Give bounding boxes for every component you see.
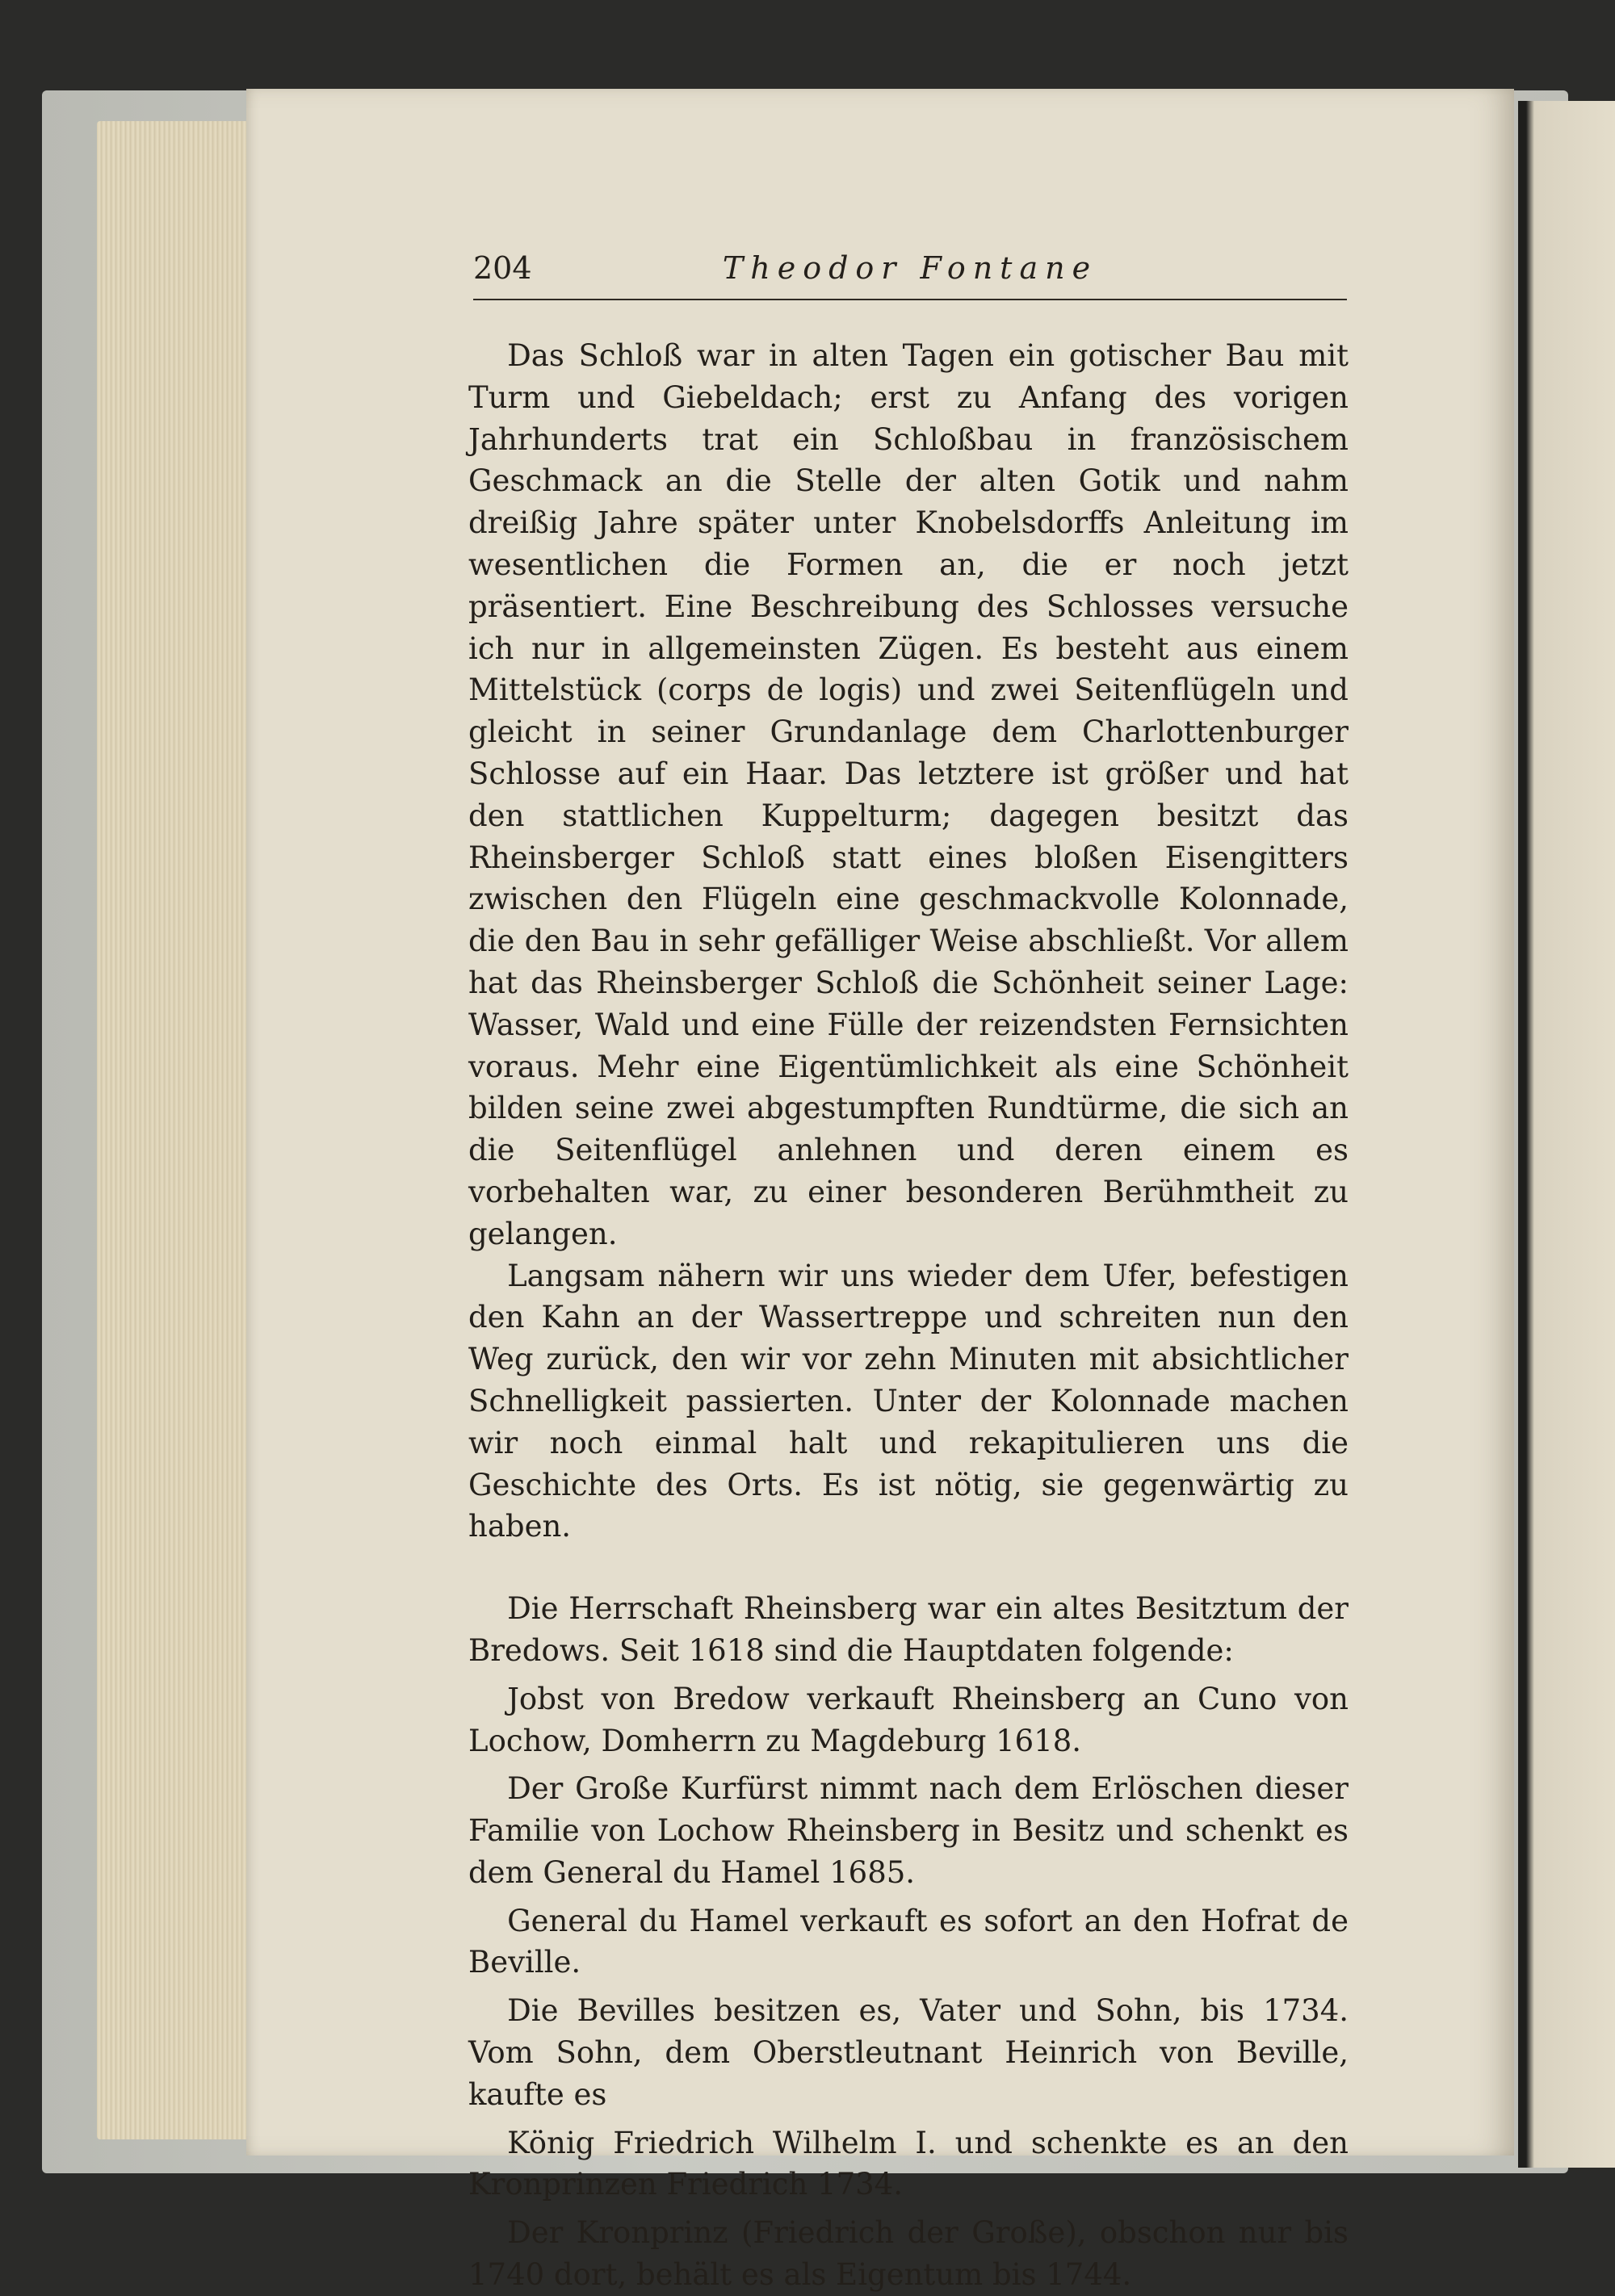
paragraph: Langsam nähern wir uns wieder dem Ufer, befestigen den Kahn an der Wassertreppe und schreiten nun den Weg zurück, den wir vor zehn Minuten mit absichtlicher Schnelligkeit passierten. Unter der Kolonnade machen wir noch einmal halt und rekapitulieren uns die Geschichte des Orts. Es ist nötig, sie gegenwärtig zu haben. (468, 1258, 1349, 1544)
history-entry: Der Große Kurfürst nimmt nach dem Erlöschen dieser Familie von Lochow Rheinsberg in Besitz und schenkt es dem General du Hamel 1685. (468, 1771, 1349, 1890)
history-entry: Jobst von Bredow verkauft Rheinsberg an Cuno von Lochow, Domherrn zu Magdeburg 1618. (468, 1681, 1349, 1758)
page-header (473, 247, 1347, 300)
facing-page (1518, 101, 1615, 2168)
history-entry: König Friedrich Wilhelm I. und schenkte es an den Kronprinzen Friedrich 1734. (468, 2125, 1349, 2202)
paragraph: Das Schloß war in alten Tagen ein gotischer Bau mit Turm und Giebeldach; erst zu Anfang des vorigen Jahrhunderts trat ein Schloßbau in französischem Geschmack an die Stelle der alten Gotik und nahm dreißig Jahre später unter Knobelsdorffs Anleitung im wesentlichen die Formen an, die er noch jetzt präsentiert. Eine Beschreibung des Schlosses versuche ich nur in allgemeinsten Zügen. Es besteht aus einem Mittelstück (corps de logis) und zwei Seitenflügeln und gleicht in seiner Grundanlage dem Charlottenburger Schlosse auf ein Haar. Das letztere ist größer und hat den stattlichen Kuppelturm; dagegen besitzt das Rheinsberger Schloß statt eines bloßen Eisengitters zwischen den Flügeln eine geschmackvolle Kolonnade, die den Bau in sehr gefälliger Weise abschließt. Vor allem hat das Rheinsberger Schloß die Schönheit seiner Lage: Wasser, Wald und eine Fülle der reizendsten Fernsichten voraus. Mehr eine Eigentümlichkeit als eine Schönheit bilden seine zwei abgestumpften Rundtürme, die sich an die Seitenflügel anlehnen und deren einem es vorbehalten war, zu einer besonderen Berühmtheit zu gelangen. (468, 338, 1349, 1251)
history-entry: Die Bevilles besitzen es, Vater und Sohn, bis 1734. Vom Sohn, dem Oberstleutnant Heinrich von Beville, kaufte es (468, 1993, 1349, 2112)
page-body (468, 335, 1349, 2296)
running-title: Theodor Fontane (722, 250, 1098, 286)
history-entry: General du Hamel verkauft es sofort an den Hofrat de Beville. (468, 1903, 1349, 1980)
section-gap (468, 1548, 1349, 1588)
page-edges (97, 121, 258, 2139)
history-entry: Der Kronprinz (Friedrich der Große), obschon nur bis 1740 dort, behält es als Eigentum bis 1744. (468, 2215, 1349, 2293)
history-intro: Die Herrschaft Rheinsberg war ein altes Besitztum der Bredows. Seit 1618 sind die Hauptdaten folgende: (468, 1591, 1349, 1668)
page-number: 204 (473, 250, 532, 286)
